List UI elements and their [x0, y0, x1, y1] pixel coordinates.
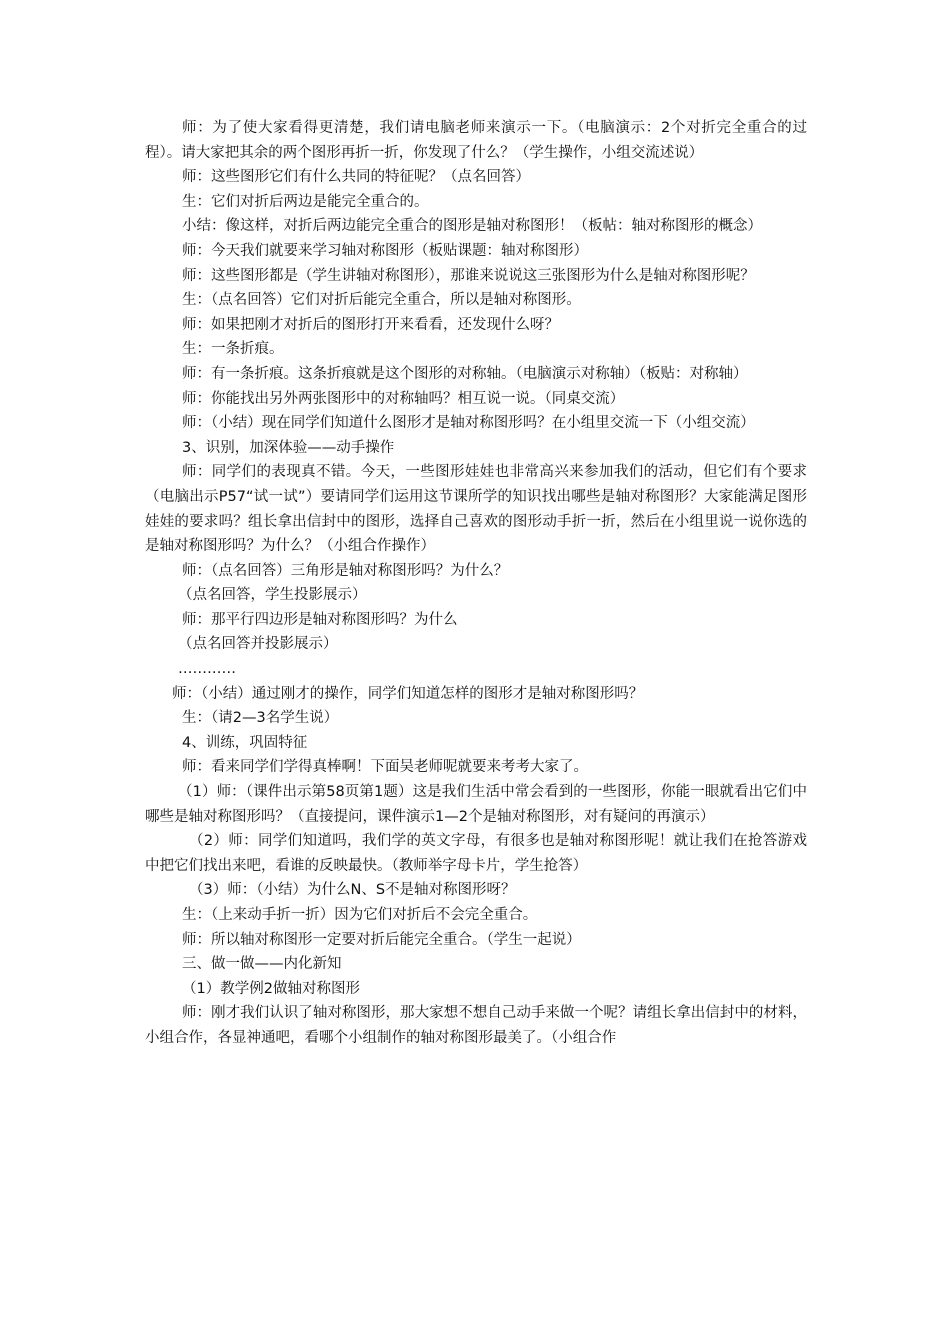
paragraph: 师：所以轴对称图形一定要对折后能完全重合。（学生一起说） [182, 931, 581, 948]
paragraph: 生：（点名回答）它们对折后能完全重合，所以是轴对称图形。 [182, 292, 581, 309]
section-heading: 4、训练，巩固特征 [182, 734, 308, 751]
paragraph: （点名回答，学生投影展示） [178, 587, 367, 604]
paragraph: 生：它们对折后两边是能完全重合的。 [182, 193, 429, 210]
paragraph: 生：（上来动手折一折）因为它们对折后不会完全重合。 [182, 907, 538, 923]
ellipsis-line: ………… [178, 661, 236, 678]
paragraph: 师：那平行四边形是轴对称图形吗？为什么 [182, 611, 458, 628]
paragraph: 师：同学们的表现真不错。今天，一些图形娃娃也非常高兴来参加我们的活动，但它们有个要求（电脑出示P57“试一试”）要请同学们运用这节课所学的知识找出哪些是轴对称图形？大家能满足图形娃娃的要求吗？组长拿出信封中的图形，选择自己喜欢的图形动手折一折，然后在小组里说一说你选的是轴对称图形吗？为什么？（小组合作操作） [145, 464, 807, 555]
paragraph: 师：看来同学们学得真棒啊！下面吴老师呢就要来考考大家了。 [182, 759, 588, 776]
document-body [145, 116, 807, 1051]
paragraph: 师：这些图形它们有什么共同的特征呢？（点名回答） [182, 169, 530, 186]
paragraph: 师：为了使大家看得更清楚，我们请电脑老师来演示一下。（电脑演示：2个对折完全重合的过程）。请大家把其余的两个图形再折一折，你发现了什么？（学生操作，小组交流述说） [145, 120, 807, 161]
paragraph: 师：这些图形都是（学生讲轴对称图形），那谁来说说这三张图形为什么是轴对称图形呢？ [182, 267, 755, 284]
paragraph: （1）师：（课件出示第58页第1题）这是我们生活中常会看到的一些图形，你能一眼就看出它们中哪些是轴对称图形吗？（直接提问，课件演示1—2个是轴对称图形，对有疑问的再演示） [145, 784, 807, 825]
section-heading: 三、做一做——内化新知 [182, 956, 342, 973]
paragraph: 生：一条折痕。 [182, 341, 284, 358]
paragraph: 师：今天我们就要来学习轴对称图形（板贴课题：轴对称图形） [182, 242, 588, 259]
paragraph: 师：如果把刚才对折后的图形打开来看看，还发现什么呀？ [182, 316, 559, 333]
section-heading: 3、识别，加深体验——动手操作 [182, 439, 395, 456]
paragraph: 师：刚才我们认识了轴对称图形，那大家想不想自己动手来做一个呢？请组长拿出信封中的材料，小组合作，各显神通吧，看哪个小组制作的轴对称图形最美了。（小组合作 [145, 1005, 807, 1046]
paragraph: 师：有一条折痕。这条折痕就是这个图形的对称轴。（电脑演示对称轴）（板贴：对称轴） [182, 365, 748, 382]
paragraph: （1）教学例2做轴对称图形 [182, 980, 360, 997]
paragraph: 生：（请2—3名学生说） [182, 710, 339, 727]
paragraph: （3）师：（小结）为什么N、S不是轴对称图形呀？ [189, 882, 516, 899]
paragraph: （2）师：同学们知道吗，我们学的英文字母，有很多也是轴对称图形呢！就让我们在抢答游戏中把它们找出来吧，看谁的反映最快。（教师举字母卡片，学生抢答） [145, 833, 807, 874]
paragraph: 师：（小结）现在同学们知道什么图形才是轴对称图形吗？在小组里交流一下（小组交流） [182, 415, 755, 432]
paragraph: 小结：像这样，对折后两边能完全重合的图形是轴对称图形！（板帖：轴对称图形的概念） [182, 218, 762, 235]
paragraph: （点名回答并投影展示） [178, 636, 338, 653]
paragraph: 师：你能找出另外两张图形中的对称轴吗？相互说一说。（同桌交流） [182, 390, 625, 407]
paragraph: 师：（点名回答）三角形是轴对称图形吗？为什么？ [182, 562, 509, 579]
paragraph: 师：（小结）通过刚才的操作，同学们知道怎样的图形才是轴对称图形吗？ [172, 685, 644, 702]
